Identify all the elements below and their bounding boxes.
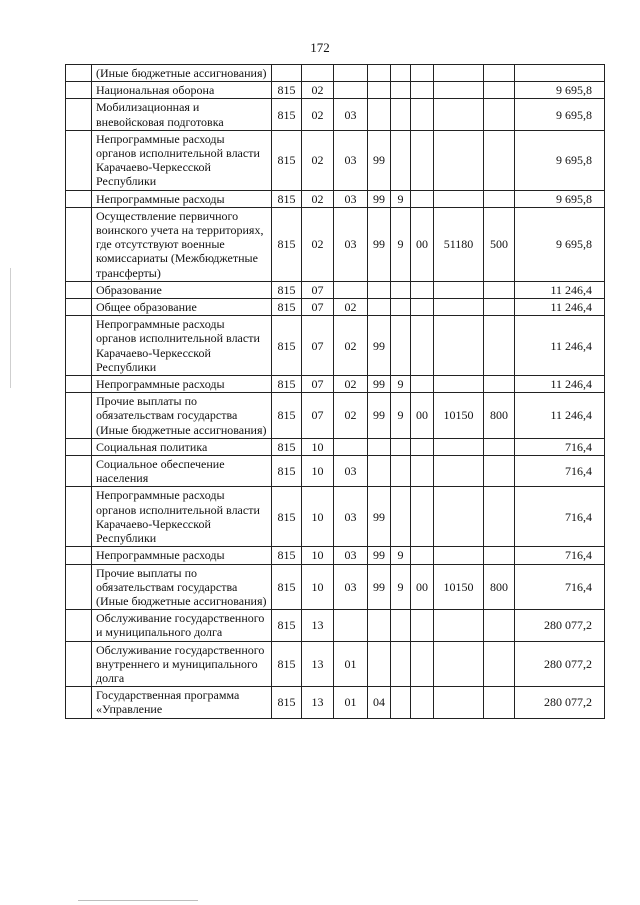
direction-code-cell: [411, 376, 434, 393]
expense-code-cell: [434, 82, 484, 99]
sum-cell: 716,4: [515, 487, 605, 547]
program-code-cell: 99: [368, 207, 391, 281]
row-number-cell: [66, 82, 92, 99]
program-code-cell: [368, 65, 391, 82]
section-code-cell: [302, 65, 334, 82]
direction-code-cell: [411, 99, 434, 130]
ministry-code-cell: 815: [272, 438, 302, 455]
expense-code-cell: [434, 641, 484, 687]
section-code-cell: 13: [302, 641, 334, 687]
subprogram-code-cell: [391, 130, 411, 190]
expense-kind-cell: 800: [484, 564, 515, 610]
direction-code-cell: [411, 610, 434, 641]
expense-kind-cell: [484, 687, 515, 718]
direction-code-cell: 00: [411, 564, 434, 610]
section-code-cell: 13: [302, 687, 334, 718]
name-cell: Непрограммные расходы органов исполнительной власти Карачаево-Черкесской Республики: [92, 487, 272, 547]
expense-kind-cell: 500: [484, 207, 515, 281]
expense-kind-cell: [484, 376, 515, 393]
program-code-cell: 04: [368, 687, 391, 718]
expense-code-cell: [434, 281, 484, 298]
expense-kind-cell: [484, 299, 515, 316]
program-code-cell: [368, 99, 391, 130]
subprogram-code-cell: 9: [391, 190, 411, 207]
sum-cell: 716,4: [515, 438, 605, 455]
name-cell: Непрограммные расходы: [92, 376, 272, 393]
row-number-cell: [66, 547, 92, 564]
sum-cell: 11 246,4: [515, 281, 605, 298]
scan-margin-line: [10, 268, 11, 388]
ministry-code-cell: 815: [272, 610, 302, 641]
row-number-cell: [66, 393, 92, 439]
row-number-cell: [66, 130, 92, 190]
row-number-cell: [66, 299, 92, 316]
name-cell: Национальная оборона: [92, 82, 272, 99]
direction-code-cell: [411, 190, 434, 207]
subsection-code-cell: 01: [334, 641, 368, 687]
program-code-cell: [368, 82, 391, 99]
expense-code-cell: 10150: [434, 564, 484, 610]
name-cell: Осуществление первичного воинского учета на территориях, где отсутствуют военные комиссариаты (Межбюджетные трансферты): [92, 207, 272, 281]
sum-cell: 280 077,2: [515, 641, 605, 687]
row-number-cell: [66, 564, 92, 610]
expense-code-cell: [434, 547, 484, 564]
sum-cell: 11 246,4: [515, 376, 605, 393]
sum-cell: 9 695,8: [515, 207, 605, 281]
expense-kind-cell: [484, 99, 515, 130]
sum-cell: 716,4: [515, 547, 605, 564]
section-code-cell: 07: [302, 299, 334, 316]
row-number-cell: [66, 610, 92, 641]
subprogram-code-cell: 9: [391, 564, 411, 610]
subprogram-code-cell: [391, 316, 411, 376]
program-code-cell: 99: [368, 130, 391, 190]
row-number-cell: [66, 641, 92, 687]
sum-cell: 11 246,4: [515, 316, 605, 376]
table-row: [66, 65, 605, 82]
expense-kind-cell: [484, 641, 515, 687]
section-code-cell: 02: [302, 207, 334, 281]
sum-cell: 9 695,8: [515, 82, 605, 99]
section-code-cell: 10: [302, 487, 334, 547]
budget-table: [65, 64, 605, 719]
sum-cell: 9 695,8: [515, 190, 605, 207]
expense-code-cell: [434, 438, 484, 455]
table-row: [66, 299, 605, 316]
sum-cell: 280 077,2: [515, 610, 605, 641]
subsection-code-cell: [334, 65, 368, 82]
direction-code-cell: [411, 456, 434, 487]
expense-code-cell: 51180: [434, 207, 484, 281]
expense-code-cell: [434, 316, 484, 376]
table-row: [66, 190, 605, 207]
subprogram-code-cell: [391, 299, 411, 316]
ministry-code-cell: 815: [272, 130, 302, 190]
ministry-code-cell: 815: [272, 316, 302, 376]
direction-code-cell: [411, 438, 434, 455]
section-code-cell: 10: [302, 564, 334, 610]
row-number-cell: [66, 99, 92, 130]
subsection-code-cell: 01: [334, 687, 368, 718]
expense-code-cell: [434, 299, 484, 316]
table-row: [66, 687, 605, 718]
expense-kind-cell: 800: [484, 393, 515, 439]
expense-kind-cell: [484, 82, 515, 99]
subsection-code-cell: 03: [334, 456, 368, 487]
section-code-cell: 02: [302, 82, 334, 99]
table-row: [66, 281, 605, 298]
row-number-cell: [66, 65, 92, 82]
ministry-code-cell: 815: [272, 376, 302, 393]
expense-kind-cell: [484, 547, 515, 564]
program-code-cell: [368, 641, 391, 687]
name-cell: Образование: [92, 281, 272, 298]
program-code-cell: 99: [368, 393, 391, 439]
row-number-cell: [66, 207, 92, 281]
table-row: [66, 610, 605, 641]
sum-cell: 9 695,8: [515, 130, 605, 190]
name-cell: Социальное обеспечение населения: [92, 456, 272, 487]
sum-cell: [515, 65, 605, 82]
expense-code-cell: [434, 610, 484, 641]
expense-kind-cell: [484, 487, 515, 547]
section-code-cell: 10: [302, 456, 334, 487]
subsection-code-cell: 02: [334, 393, 368, 439]
expense-kind-cell: [484, 281, 515, 298]
program-code-cell: 99: [368, 487, 391, 547]
table-row: [66, 316, 605, 376]
ministry-code-cell: 815: [272, 456, 302, 487]
expense-code-cell: [434, 190, 484, 207]
direction-code-cell: 00: [411, 393, 434, 439]
name-cell: Прочие выплаты по обязательствам государства (Иные бюджетные ассигнования): [92, 564, 272, 610]
expense-code-cell: [434, 687, 484, 718]
ministry-code-cell: 815: [272, 281, 302, 298]
ministry-code-cell: 815: [272, 82, 302, 99]
program-code-cell: 99: [368, 316, 391, 376]
subprogram-code-cell: [391, 456, 411, 487]
expense-kind-cell: [484, 438, 515, 455]
section-code-cell: 07: [302, 316, 334, 376]
table-row: [66, 547, 605, 564]
table-row: [66, 456, 605, 487]
program-code-cell: 99: [368, 190, 391, 207]
subprogram-code-cell: [391, 65, 411, 82]
subprogram-code-cell: [391, 82, 411, 99]
expense-code-cell: [434, 456, 484, 487]
ministry-code-cell: 815: [272, 393, 302, 439]
expense-code-cell: [434, 65, 484, 82]
direction-code-cell: [411, 641, 434, 687]
ministry-code-cell: 815: [272, 299, 302, 316]
subsection-code-cell: 03: [334, 99, 368, 130]
table-row: [66, 99, 605, 130]
direction-code-cell: [411, 281, 434, 298]
name-cell: Непрограммные расходы: [92, 547, 272, 564]
table-row: [66, 130, 605, 190]
direction-code-cell: [411, 82, 434, 99]
row-number-cell: [66, 190, 92, 207]
subsection-code-cell: 02: [334, 376, 368, 393]
subprogram-code-cell: 9: [391, 393, 411, 439]
section-code-cell: 07: [302, 376, 334, 393]
ministry-code-cell: 815: [272, 99, 302, 130]
subsection-code-cell: [334, 82, 368, 99]
row-number-cell: [66, 438, 92, 455]
subsection-code-cell: 03: [334, 190, 368, 207]
row-number-cell: [66, 687, 92, 718]
sum-cell: 11 246,4: [515, 299, 605, 316]
table-row: [66, 564, 605, 610]
program-code-cell: [368, 456, 391, 487]
ministry-code-cell: [272, 65, 302, 82]
subprogram-code-cell: 9: [391, 547, 411, 564]
subsection-code-cell: 03: [334, 130, 368, 190]
subsection-code-cell: 03: [334, 487, 368, 547]
expense-code-cell: [434, 376, 484, 393]
table-row: [66, 487, 605, 547]
subsection-code-cell: 03: [334, 207, 368, 281]
ministry-code-cell: 815: [272, 641, 302, 687]
table-row: [66, 393, 605, 439]
ministry-code-cell: 815: [272, 190, 302, 207]
section-code-cell: 02: [302, 190, 334, 207]
name-cell: Общее образование: [92, 299, 272, 316]
expense-code-cell: [434, 487, 484, 547]
expense-kind-cell: [484, 316, 515, 376]
row-number-cell: [66, 316, 92, 376]
expense-kind-cell: [484, 610, 515, 641]
table-row: [66, 82, 605, 99]
ministry-code-cell: 815: [272, 564, 302, 610]
section-code-cell: 07: [302, 281, 334, 298]
expense-kind-cell: [484, 65, 515, 82]
subsection-code-cell: 02: [334, 299, 368, 316]
section-code-cell: 02: [302, 99, 334, 130]
ministry-code-cell: 815: [272, 547, 302, 564]
subprogram-code-cell: 9: [391, 376, 411, 393]
subsection-code-cell: [334, 281, 368, 298]
direction-code-cell: [411, 487, 434, 547]
program-code-cell: 99: [368, 564, 391, 610]
table-row: [66, 207, 605, 281]
program-code-cell: [368, 281, 391, 298]
section-code-cell: 07: [302, 393, 334, 439]
expense-code-cell: 10150: [434, 393, 484, 439]
direction-code-cell: [411, 687, 434, 718]
name-cell: (Иные бюджетные ассигнования): [92, 65, 272, 82]
subprogram-code-cell: [391, 610, 411, 641]
direction-code-cell: [411, 316, 434, 376]
table-row: [66, 641, 605, 687]
program-code-cell: [368, 299, 391, 316]
direction-code-cell: [411, 130, 434, 190]
subprogram-code-cell: [391, 438, 411, 455]
ministry-code-cell: 815: [272, 487, 302, 547]
name-cell: Непрограммные расходы органов исполнительной власти Карачаево-Черкесской Республики: [92, 130, 272, 190]
subprogram-code-cell: [391, 687, 411, 718]
expense-kind-cell: [484, 456, 515, 487]
sum-cell: 280 077,2: [515, 687, 605, 718]
program-code-cell: [368, 610, 391, 641]
ministry-code-cell: 815: [272, 207, 302, 281]
subprogram-code-cell: [391, 281, 411, 298]
name-cell: Непрограммные расходы: [92, 190, 272, 207]
expense-code-cell: [434, 99, 484, 130]
expense-code-cell: [434, 130, 484, 190]
sum-cell: 716,4: [515, 564, 605, 610]
ministry-code-cell: 815: [272, 687, 302, 718]
subsection-code-cell: 03: [334, 564, 368, 610]
section-code-cell: 13: [302, 610, 334, 641]
name-cell: Социальная политика: [92, 438, 272, 455]
expense-kind-cell: [484, 190, 515, 207]
subsection-code-cell: [334, 610, 368, 641]
program-code-cell: 99: [368, 376, 391, 393]
table-row: [66, 438, 605, 455]
name-cell: Прочие выплаты по обязательствам государства (Иные бюджетные ассигнования): [92, 393, 272, 439]
direction-code-cell: 00: [411, 207, 434, 281]
row-number-cell: [66, 456, 92, 487]
direction-code-cell: [411, 65, 434, 82]
page-number: 172: [310, 40, 330, 55]
subsection-code-cell: 03: [334, 547, 368, 564]
program-code-cell: 99: [368, 547, 391, 564]
subprogram-code-cell: [391, 99, 411, 130]
subprogram-code-cell: [391, 487, 411, 547]
name-cell: Государственная программа «Управление: [92, 687, 272, 718]
section-code-cell: 10: [302, 438, 334, 455]
sum-cell: 9 695,8: [515, 99, 605, 130]
direction-code-cell: [411, 547, 434, 564]
name-cell: Мобилизационная и вневойсковая подготовка: [92, 99, 272, 130]
sum-cell: 11 246,4: [515, 393, 605, 439]
row-number-cell: [66, 376, 92, 393]
scan-footer-line: [78, 900, 198, 901]
section-code-cell: 02: [302, 130, 334, 190]
program-code-cell: [368, 438, 391, 455]
row-number-cell: [66, 487, 92, 547]
subsection-code-cell: 02: [334, 316, 368, 376]
expense-kind-cell: [484, 130, 515, 190]
name-cell: Обслуживание государственного и муниципального долга: [92, 610, 272, 641]
table-row: [66, 376, 605, 393]
subprogram-code-cell: [391, 641, 411, 687]
sum-cell: 716,4: [515, 456, 605, 487]
subprogram-code-cell: 9: [391, 207, 411, 281]
section-code-cell: 10: [302, 547, 334, 564]
subsection-code-cell: [334, 438, 368, 455]
name-cell: Обслуживание государственного внутреннего и муниципального долга: [92, 641, 272, 687]
row-number-cell: [66, 281, 92, 298]
name-cell: Непрограммные расходы органов исполнительной власти Карачаево-Черкесской Республики: [92, 316, 272, 376]
direction-code-cell: [411, 299, 434, 316]
